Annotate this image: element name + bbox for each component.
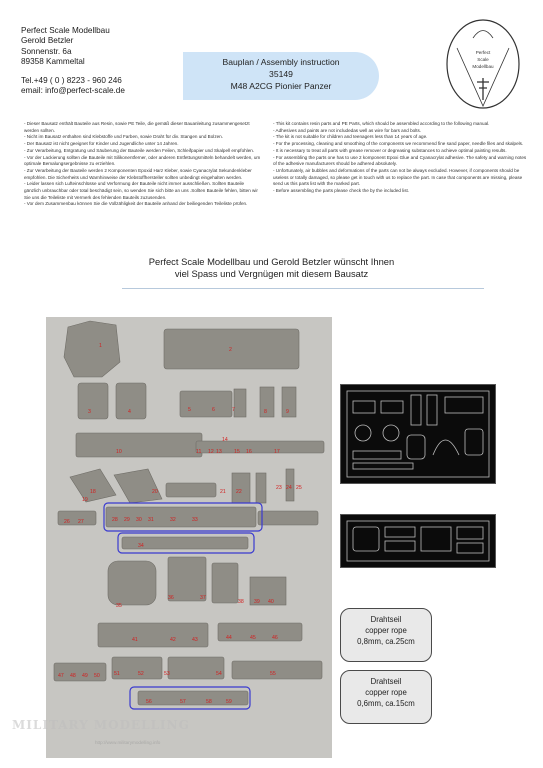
part-shape [180,391,232,417]
perfect-scale-logo [443,18,523,112]
part-label: 24 [286,485,292,491]
note-de: - Vor der Lackierung sollten die Bauteile mit Silikonentferner, oder anderen Entfettungsmitteln behandelt werden, um optimale Bemalungsergebnisse zu erziehlen. [24,154,261,167]
part-label: 19 [82,497,88,503]
part-label: 14 [222,437,228,443]
part-label: 56 [146,699,152,705]
part-label: 30 [136,517,142,523]
kit-number: 35149 [269,69,293,80]
photo-etch-detail [341,385,495,483]
address-block [21,26,125,96]
note-en: - Adhesives and paints are not includedas well as wire for bars and bolts. [273,127,422,133]
part-label: 1 [99,343,102,349]
part-shape [232,473,250,503]
photo-etch-detail [341,515,495,567]
part-label: 33 [192,517,198,523]
part-label: 6 [212,407,215,413]
notes-german [24,121,262,208]
part-label: 43 [192,637,198,643]
part-label: 26 [64,519,70,525]
part-label: 20 [152,489,158,495]
part-shape [212,563,238,603]
part-label: 22 [236,489,242,495]
wish-line-2: viel Spass und Vergnügen mit diesem Bausatz [174,268,369,280]
wish-message [0,256,543,281]
title-box [183,52,379,100]
part-label: 54 [216,671,222,677]
part-shape [232,661,322,679]
part-label: 50 [94,673,100,679]
note-de: - Vor dem Zusammenbau können Sie die Vollzähligkeit der Bauteile anhand der beiliegenden Teileliste prüfen. [24,201,248,207]
part-label: 7 [232,407,235,413]
part-label: 11 [196,449,202,455]
notes-english [273,121,531,195]
part-label: 48 [70,673,76,679]
part-label: 16 [246,449,252,455]
note-en: - It is necessary to treat all parts with grease remover or degreasing substances to achieve optimal painting results. [273,147,507,153]
rope-spec: 0,8mm, ca.25cm [357,637,415,646]
part-shape [78,383,108,419]
part-shape [114,469,162,503]
part-label: 45 [250,635,256,641]
note-de: - Dieser Bausatz enthält Bauteile aus Resin, sowie PE Teile, die gemäß dieser Bauanleitung zusammengesetzt werden sollten. [24,121,250,133]
part-label: 58 [206,699,212,705]
note-de: - Der Bausatz ist nicht geeignet für Kinder und Jugendliche unter 14 Jahren. [24,141,179,147]
contact-name: Gerold Betzler [21,36,74,46]
part-label: 47 [58,673,64,679]
part-shape [234,389,246,417]
wish-line-1: Perfect Scale Modellbau und Gerold Betzler wünscht Ihnen [148,256,395,267]
part-label: 5 [188,407,191,413]
part-label: 39 [254,599,260,605]
kit-name: M48 A2CG Pionier Panzer [230,81,332,92]
note-en: - For the processing, cleaning and smoothing of the components we recommend fine sand paper, needle files and skalpels. [273,141,524,147]
photo-etch-fret-small [340,514,496,568]
note-de: - Nicht im Bausatz enthalten sind Klebstoffe und Farben, sowie Draht für div. Stangen und Bolzen. [24,134,224,140]
part-label: 17 [274,449,280,455]
part-shape [258,511,318,525]
copper-rope-box-1 [340,608,432,662]
rope-label-de: Drahtseil [370,677,402,686]
rope-label-en: copper rope [365,626,407,635]
part-label: 41 [132,637,138,643]
part-label: 49 [82,673,88,679]
part-label: 15 [234,449,240,455]
logo-line-1: Perfect [475,50,491,55]
part-label: 46 [272,635,278,641]
part-shape [70,469,116,502]
part-label: 3 [88,409,91,415]
note-de: - Leider lassen sich Lufteinschlüsse und Verformung der Bauteile nicht immer ausschließen. Sollten Bauteile gänzlich unbrauchbar oder total beschädigt sein, so wenden Sie sich bitte an uns .Sollten Bauteile fehlen, bitten wir Sie uns die Teileliste mit Vermerk des fehlenden Bauteils zuzusenden. [24,181,258,200]
part-label: 9 [286,409,289,415]
photo-etch-fret-large [340,384,496,484]
logo-line-3: Modellbau [472,64,494,69]
part-label: 59 [226,699,232,705]
part-label: 52 [138,671,144,677]
company-name: Perfect Scale Modellbau [21,26,110,35]
note-en: - This kit contains resin parts and PE Parts, which should be assembled according to the following manual. [273,121,490,126]
note-en: - For assembling the parts one has to use 2 komponent Epoxi Glue and Cyanacrylat adhesive. The safety and warning notes of the adhesive manufacturers should be adhered absolutely. [273,154,527,167]
note-en: - Before assembling the parts please check the by the included list. [273,188,410,194]
note-de: - Zur Verarbeitung, Entgratung und Säuberung der Bauteile werden Feilen, Schleifpapier und Skalpell empfohlen. [24,147,255,153]
part-label: 42 [170,637,176,643]
part-label: 37 [200,595,206,601]
part-label: 18 [90,489,96,495]
note-de: - Zur Verarbeitung der Bauteile werden 2 Komponenten Epoxid Harz Kleber, sowie Cyanacrylat Sekundenkleber empfohlen. Die Sicherheits und Warnhinweise der Klebstoffhersteller sollten unbedingt eingehalten werden. [24,167,252,180]
part-label: 36 [168,595,174,601]
rope-spec: 0,6mm, ca.15cm [357,699,415,708]
parts-layout [46,317,332,758]
part-label: 23 [276,485,282,491]
part-label: 4 [128,409,131,415]
watermark: MILITARY MODELLING [12,718,190,732]
rope-label-en: copper rope [365,688,407,697]
rope-label-de: Drahtseil [370,615,402,624]
part-label: 13 [216,449,222,455]
part-label: 8 [264,409,267,415]
part-label: 53 [164,671,170,677]
part-label: 29 [124,517,130,523]
part-shape [64,321,120,377]
part-label: 28 [112,517,118,523]
note-en: - Unfortunately, air bubbles and deformations of the parts can not be always excluded. However, if components should be useless or totally damaged, so please get in touch with us to replace the part. In case that components are missing, please send us this parts list with the marked part. [273,167,523,187]
city: 89358 Kammeltal [21,57,85,67]
part-label: 25 [296,485,302,491]
part-shape [256,473,266,503]
part-shape [116,383,146,419]
part-label: 57 [180,699,186,705]
part-shape [260,387,274,417]
part-label: 51 [114,671,120,677]
part-label: 40 [268,599,274,605]
part-label: 32 [170,517,176,523]
part-label: 38 [238,599,244,605]
part-label: 31 [148,517,154,523]
part-shape [166,483,216,497]
note-en: - The kit is not suitable for children and teenagers less than 14 years of age. [273,134,428,140]
part-label: 10 [116,449,122,455]
part-label: 35 [116,603,122,609]
parts-photo [46,317,332,758]
part-label: 21 [220,489,226,495]
copper-rope-box-2 [340,670,432,724]
part-label: 27 [78,519,84,525]
divider [122,288,484,289]
part-label: 12 [208,449,214,455]
part-label: 44 [226,635,232,641]
title-line-1: Bauplan / Assembly instruction [222,57,340,67]
watermark-url: http://www.militarymodelling.info [95,740,161,745]
logo-line-2: Scale [477,57,489,62]
part-label: 55 [270,671,276,677]
part-shape [76,433,202,457]
part-shape [282,387,296,417]
part-shape [108,561,156,605]
telephone: Tel.+49 ( 0 ) 8223 - 960 246 [21,75,122,85]
part-label: 2 [229,347,232,353]
street: Sonnenstr. 6a [21,46,72,56]
email: email: info@perfect-scale.de [21,86,125,96]
part-label: 34 [138,543,144,549]
part-shape [98,623,208,647]
